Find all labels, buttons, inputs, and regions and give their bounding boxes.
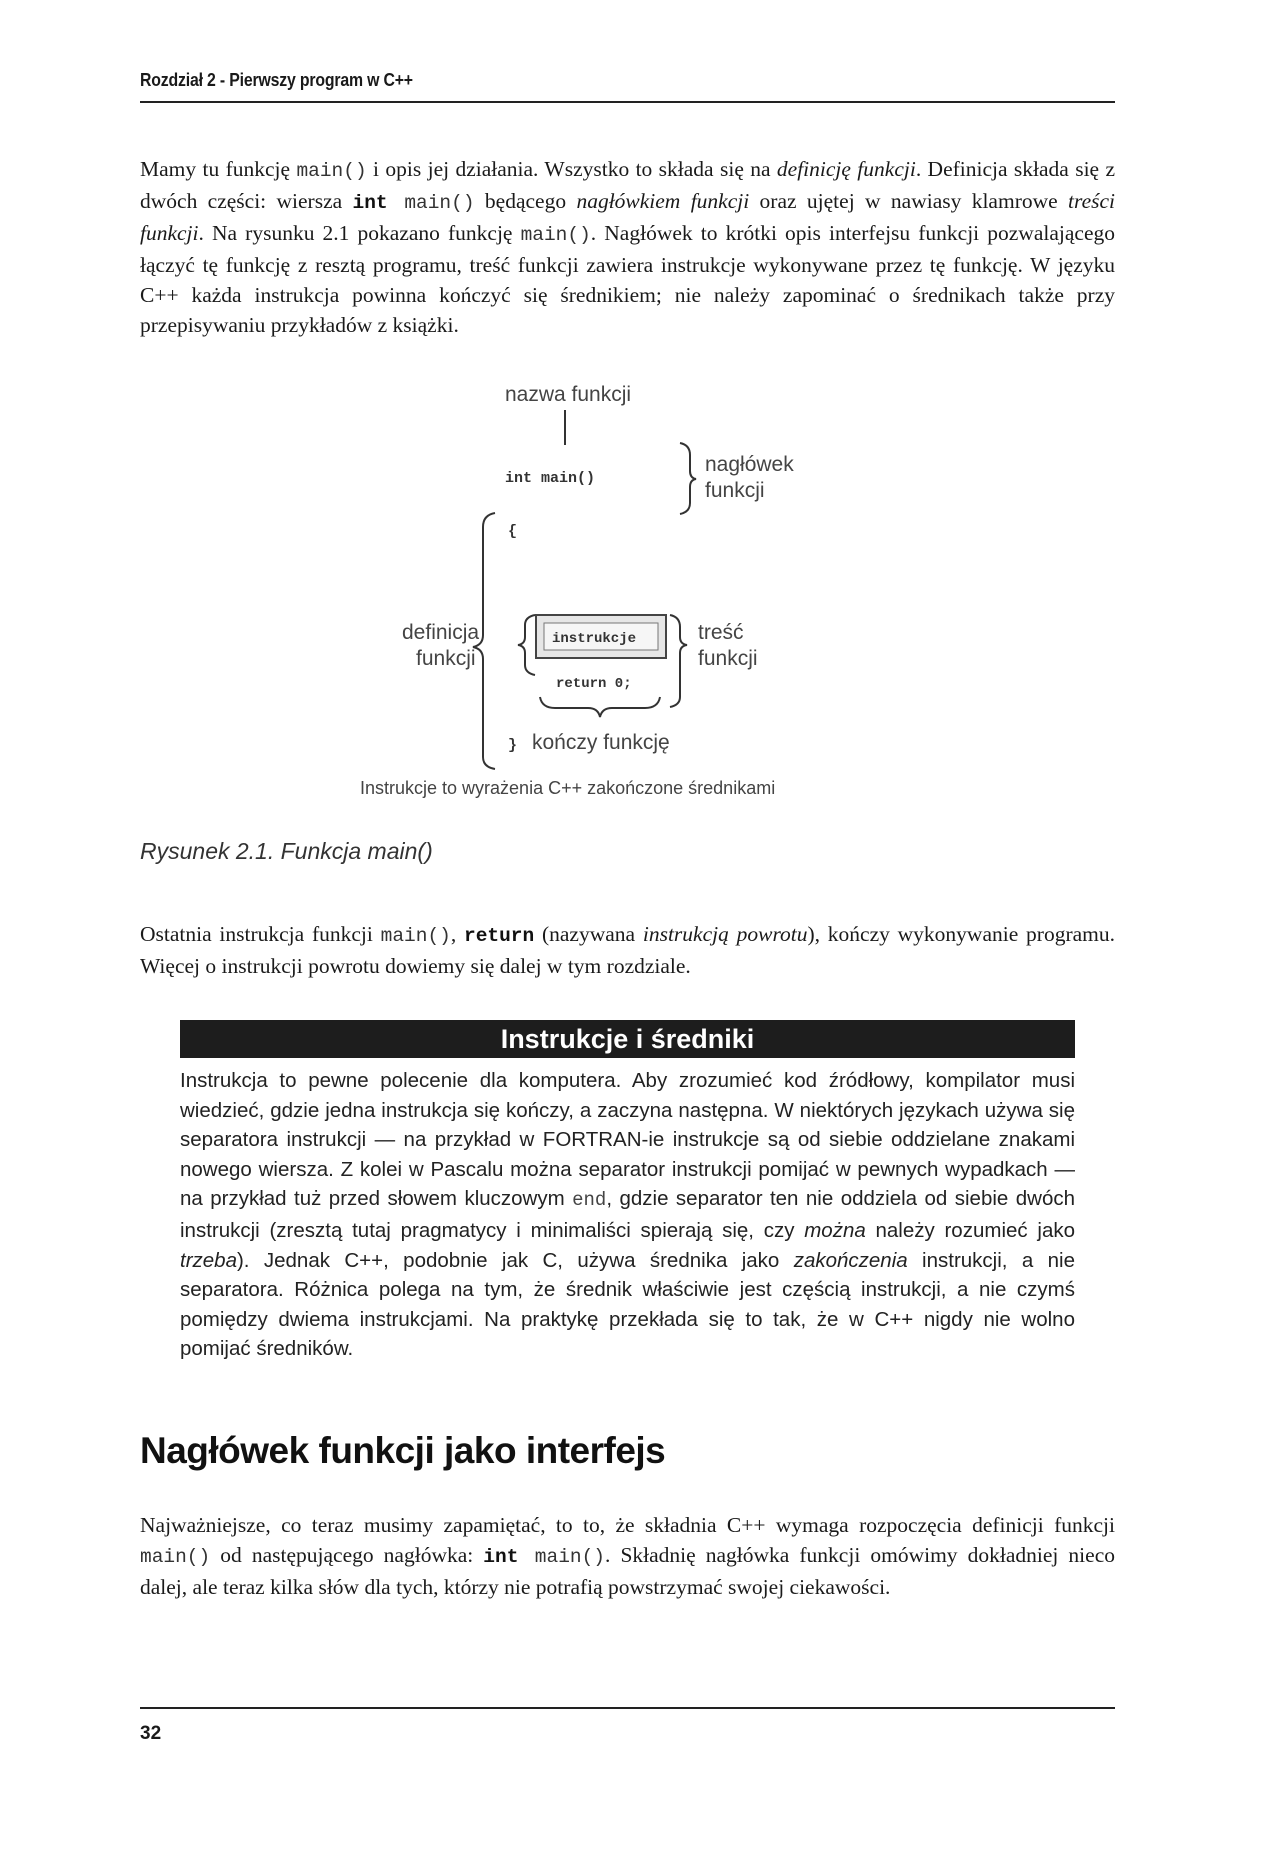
header-brace <box>680 443 696 514</box>
section-heading: Nagłówek funkcji jako interfejs <box>140 1430 666 1471</box>
label-definition-2: funkcji <box>416 647 476 670</box>
figure-caption: Rysunek 2.1. Funkcja main() <box>140 838 433 864</box>
code-header: int main() <box>505 470 596 487</box>
return-paragraph: Ostatnia instrukcja funkcji main(), return (nazywana instrukcją powrotu), kończy wykonywanie programu. Więcej o instrukcji powrotu dowiemy się dalej w tym rozdziale. <box>140 922 1115 978</box>
code-statements: instrukcje <box>552 631 637 647</box>
label-body-1: treść <box>698 621 744 644</box>
figure-note: Instrukcje to wyrażenia C++ zakończone średnikami <box>360 778 776 798</box>
page-number: 32 <box>140 1723 162 1744</box>
code-open-brace: { <box>508 523 518 540</box>
intro-paragraph: Mamy tu funkcję main() i opis jej działania. Wszystko to składa się na definicję funkcji. Definicja składa się z dwóch części: wiersza int main() będącego nagłówkiem funkcji oraz ujętej w nawiasy klamrowe treści funkcji. Na rysunku 2.1 pokazano funkcję main(). Nagłówek to krótki opis interfejsu funkcji pozwalającego łączyć tę funkcję z resztą programu, treść funkcji zawiera instrukcje wykonywane przez tę funkcję. W języku C++ każda instrukcja powinna kończyć się średnikiem; nie należy zapominać o średnikach także przy przepisywaniu przykładów z książki. <box>140 157 1116 337</box>
footer-rule <box>140 1707 1115 1709</box>
code-return: return 0; <box>556 676 632 692</box>
sidebar-text: Instrukcja to pewne polecenie dla komputera. Aby zrozumieć kod źródłowy, kompilator musi wiedzieć, gdzie jedna instrukcja się kończy, a zaczyna następna. W niektórych językach używa się separatora instrukcji — na przykład w FORTRAN-ie instrukcje są od siebie oddzielane znakami nowego wiersza. Z kolei w Pascalu można separator instrukcji pomijać w pewnych wypadkach — na przykład tuż przed słowem kluczowym end, gdzie separator ten nie oddziela od siebie dwóch instrukcji (zresztą tutaj pragmatycy i minimaliści spierają się, czy można należy rozumieć jako trzeba). Jednak C++, podobnie jak C, używa średnika jako zakończenia instrukcji, a nie separatora. Różnica polega na tym, że średnik właściwie jest częścią instrukcji, a nie czymś pomiędzy dwiema instrukcjami. Na praktykę przekłada się to tak, że w C++ nigdy nie wolno pomijać średników. <box>180 1069 1075 1361</box>
ends-brace <box>540 697 660 717</box>
label-header-1: nagłówek <box>705 453 794 476</box>
function-diagram <box>360 375 880 805</box>
label-function-name: nazwa funkcji <box>505 383 632 406</box>
running-header: Rozdział 2 - Pierwszy program w C++ <box>140 70 413 90</box>
label-ends: kończy funkcję <box>532 731 670 754</box>
label-body-2: funkcji <box>698 647 758 670</box>
section-paragraph: Najważniejsze, co teraz musimy zapamiętać, to to, że składnia C++ wymaga rozpoczęcia definicji funkcji main() od następującego nagłówka: int main(). Składnię nagłówka funkcji omówimy dokładniej nieco dalej, ale teraz kilka słów dla tych, którzy nie potrafią powstrzymać swojej ciekawości. <box>140 1513 1115 1599</box>
sidebar-title: Instrukcje i średniki <box>180 1020 1075 1058</box>
body-brace <box>670 615 687 707</box>
code-close-brace: } <box>508 737 518 754</box>
label-definition-1: definicja <box>402 621 480 644</box>
label-header-2: funkcji <box>705 479 765 502</box>
header-rule <box>140 101 1115 103</box>
